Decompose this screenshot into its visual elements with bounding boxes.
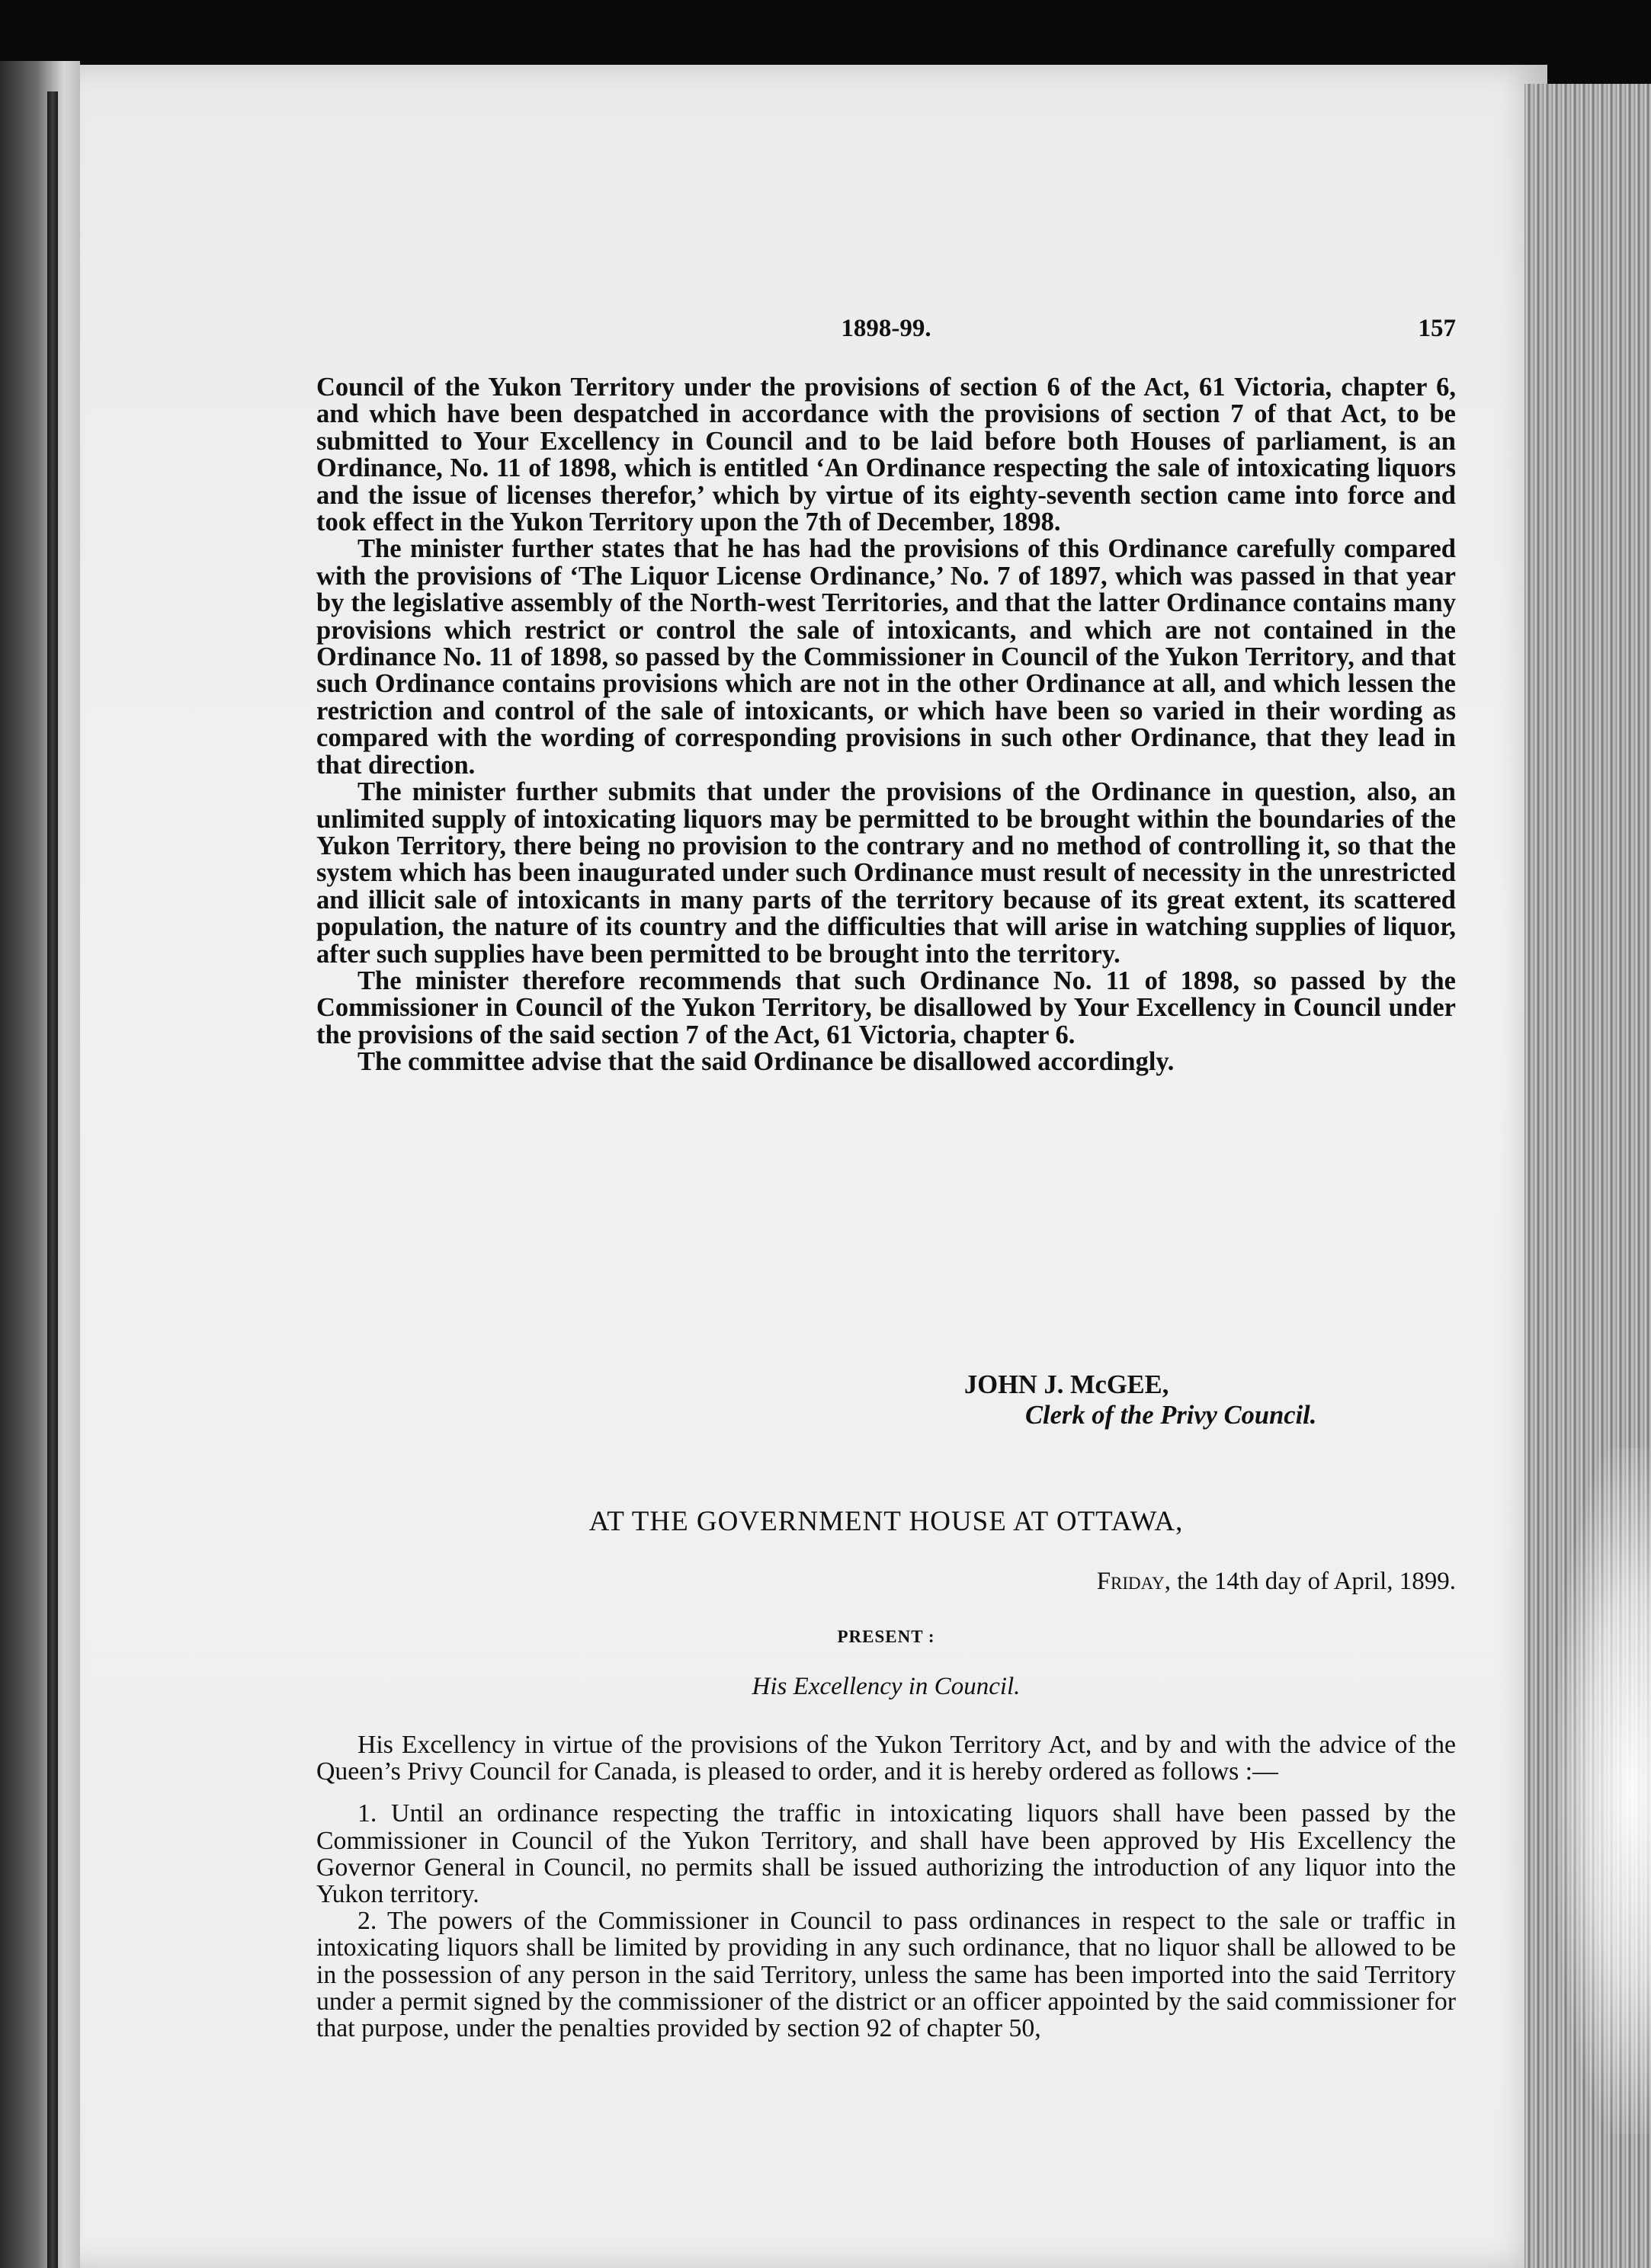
glare-mark xyxy=(1555,1448,1651,2134)
dateline xyxy=(316,1568,1456,1596)
order-body xyxy=(316,1731,1456,2042)
paragraph: Council of the Yukon Territory under the provisions of section 6 of the Act, 61 Victoria, chapter 6, and which have been despatched in accordance with the provisions of section 7 of that Act, to be submitted to Your Excellency in Council and to be laid before both Houses of parliament, is an Ordinance, No. 11 of 1898, which is entitled ‘An Ordinance respecting the sale of intoxicating liquors and the issue of licenses therefor,’ which by virtue of its eighty-seventh section came into force and took effect in the Yukon Territory upon the 7th of December, 1898. xyxy=(316,373,1456,537)
paragraph: 2. The powers of the Commissioner in Council to pass ordinances in respect to the sale or traffic in intoxicating liquors shall be limited by providing in any such ordinance, that no liquor shall be allowed to be in the possession of any person in the said Territory, unless the same has been imported into the said Territory under a permit signed by the commissioner of the district or an officer appointed by the said commissioner for that purpose, under the penalties provided by section 92 of chapter 50, xyxy=(316,1907,1456,2043)
signatory-title: Clerk of the Privy Council. xyxy=(1025,1401,1317,1430)
page-number: 157 xyxy=(1418,315,1456,342)
paragraph: The minister therefore recommends that such Ordinance No. 11 of 1898, so passed by the Commissioner in Council of the Yukon Territory, be disallowed by Your Excellency in Council under the provisions of the said section 7 of the Act, 61 Victoria, chapter 6. xyxy=(316,966,1456,1049)
section-heading: AT THE GOVERNMENT HOUSE AT OTTAWA, xyxy=(588,1506,1184,1537)
page-sheet xyxy=(80,65,1547,2268)
dateline-day: Friday xyxy=(1096,1568,1165,1595)
running-head xyxy=(316,315,1456,348)
paragraph: The minister further submits that under the provisions of the Ordinance in question, also, an unlimited supply of intoxicating liquors may be permitted to be brought within the boundaries of the Yukon Territory, there being no provision to the contrary and no method of controlling it, so that the system which has been inaugurated under such Ordinance must result of necessity in the unrestricted and illicit sale of intoxicants in many parts of the territory because of its great extent, its scattered population, the nature of its country and the difficulties that will arise in watching supplies of liquor, after such supplies have been permitted to be brought into the territory. xyxy=(316,777,1456,969)
signature-block xyxy=(316,1369,1456,1430)
binding-rule xyxy=(47,91,58,2268)
running-head-year: 1898-99. xyxy=(841,315,931,342)
signatory-name: JOHN J. McGEE, xyxy=(964,1370,1169,1399)
present-label: PRESENT : xyxy=(837,1627,935,1646)
report-body xyxy=(316,374,1456,1076)
binding-gutter xyxy=(0,61,80,2268)
paragraph: The committee advise that the said Ordinance be disallowed accordingly. xyxy=(357,1047,1175,1077)
paragraph: The minister further states that he has had the provisions of this Ordinance carefully compared with the provisions of ‘The Liquor License Ordinance,’ No. 7 of 1897, which was passed in that year by the legislative assembly of the North-west Territories, and that the latter Ordinance contains many provisions which restrict or control the sale of intoxicants, and which are not contained in the Ordinance No. 11 of 1898, so passed by the Commissioner in Council of the Yukon Territory, and that such Ordinance contains provisions which are not in the other Ordinance at all, and which lessen the restriction and control of the sale of intoxicants, or which have been so varied in their wording as compared with the wording of corresponding provisions in such other Ordinance, that they lead in that direction. xyxy=(316,534,1456,780)
paragraph: 1. Until an ordinance respecting the traffic in intoxicating liquors shall have been passed by the Commissioner in Council of the Yukon Territory, and shall have been approved by His Excellency the Governor General in Council, no permits shall be issued authorizing the introduction of any liquor into the Yukon territory. xyxy=(316,1799,1456,1909)
paragraph: His Excellency in virtue of the provisions of the Yukon Territory Act, and by and with the advice of the Queen’s Privy Council for Canada, is pleased to order, and it is hereby ordered as follows :— xyxy=(316,1731,1456,1786)
council-line: His Excellency in Council. xyxy=(752,1673,1021,1700)
dateline-date: , the 14th day of April, 1899. xyxy=(1164,1568,1456,1595)
